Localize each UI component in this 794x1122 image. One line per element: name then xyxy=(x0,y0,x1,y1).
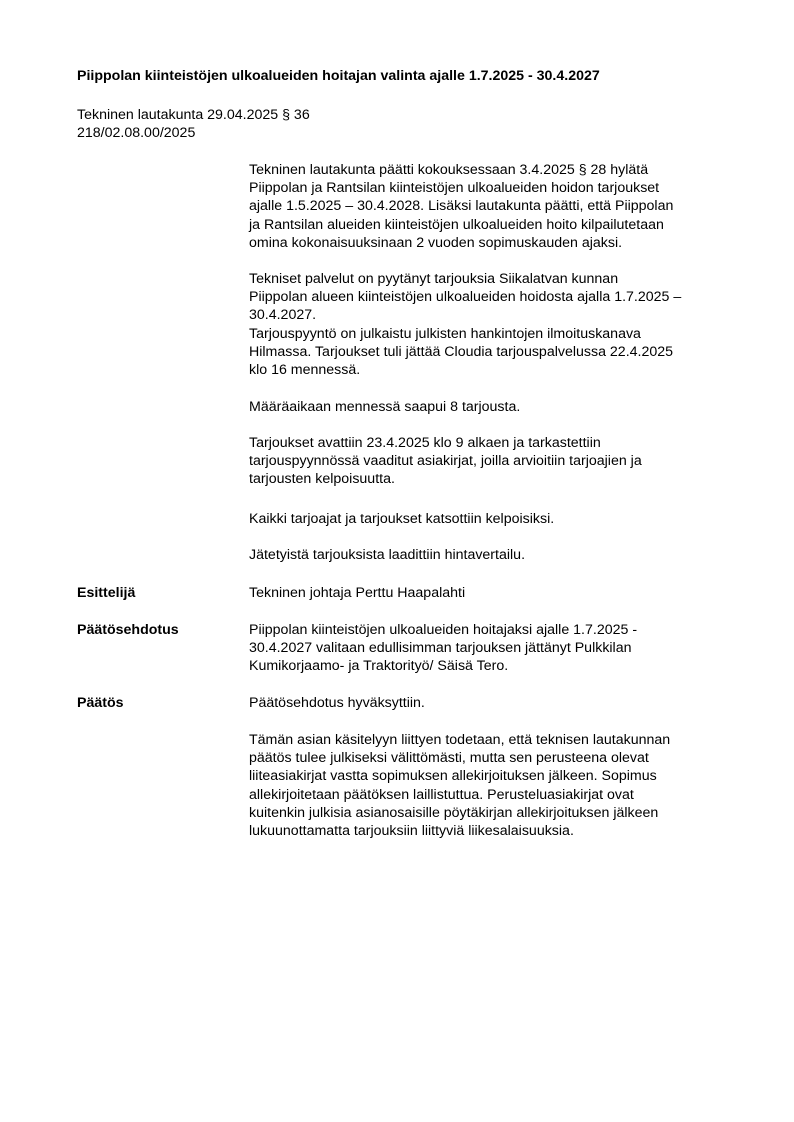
text-line: Jätetyistä tarjouksista laadittiin hintavertailu. xyxy=(249,547,526,563)
decision-label: Päätös xyxy=(77,695,124,711)
text-line: liiteasiakirjat vastta sopimuksen allekirjoituksen jälkeen. Sopimus xyxy=(249,768,657,785)
text-line: Tarjoukset avattiin 23.4.2025 klo 9 alkaen ja tarkastettiin xyxy=(249,435,601,451)
request-paragraph xyxy=(249,270,749,325)
document-title: Piippolan kiinteistöjen ulkoalueiden hoitajan valinta ajalle 1.7.2025 - 30.4.2027 xyxy=(77,68,600,84)
presenter-text xyxy=(249,584,749,602)
text-line: allekirjoitetaan päätöksen laillistuttua. Perusteluasiakirjat ovat xyxy=(249,786,634,803)
text-line: 30.4.2027. xyxy=(249,307,317,324)
text-line: klo 16 mennessä. xyxy=(249,362,361,379)
text-line: tarjousten kelpoisuutta. xyxy=(249,471,395,488)
proposal-text xyxy=(249,621,749,676)
record-number: 218/02.08.00/2025 xyxy=(77,125,196,142)
text-line: kuitenkin julkisia asianosaisille pöytäkirjan allekirjoituksen jälkeen xyxy=(249,804,659,821)
text-line: Määräaikaan mennessä saapui 8 tarjousta. xyxy=(249,399,521,415)
text-line: tarjouspyynnössä vaaditut asiakirjat, joilla arvioitiin tarjoajien ja xyxy=(249,453,642,470)
meeting-info xyxy=(77,106,477,142)
text-line: Piippolan kiinteistöjen ulkoalueiden hoitajaksi ajalle 1.7.2025 - xyxy=(249,622,638,638)
text-line: Tekniset palvelut on pyytänyt tarjouksia Siikalatvan kunnan xyxy=(249,271,619,287)
text-line: Tämän asian käsitelyyn liittyen todetaan, että teknisen lautakunnan xyxy=(249,732,671,748)
text-line: Kumikorjaamo- ja Traktorityö/ Säisä Tero. xyxy=(249,658,509,675)
proposal-label: Päätösehdotus xyxy=(77,622,179,638)
publication-paragraph xyxy=(249,325,749,380)
text-line: omina kokonaisuuksinaan 2 vuoden sopimuskauden ajaksi. xyxy=(249,234,623,251)
eligibility-paragraph xyxy=(249,510,749,528)
presenter-label: Esittelijä xyxy=(77,585,136,601)
text-line: päätös tulee julkiseksi välittömästi, mutta sen perusteena olevat xyxy=(249,750,649,767)
opening-paragraph xyxy=(249,434,749,489)
text-line: Päätösehdotus hyväksyttiin. xyxy=(249,695,425,711)
text-line: 30.4.2027 valitaan edullisimman tarjouksen jättänyt Pulkkilan xyxy=(249,640,632,657)
decision-text xyxy=(249,694,749,712)
text-line: Tarjouspyyntö on julkaistu julkisten hankintojen ilmoituskanava xyxy=(249,326,641,342)
text-line: lukuunottamatta tarjouksiin liittyviä liikesalaisuuksia. xyxy=(249,823,574,840)
text-line: Piippolan ja Rantsilan kiinteistöjen ulkoalueiden hoidon tarjoukset xyxy=(249,180,660,197)
text-line: Piippolan alueen kiinteistöjen ulkoalueiden hoidosta ajalla 1.7.2025 – xyxy=(249,289,682,306)
comparison-paragraph xyxy=(249,546,749,564)
text-line: Kaikki tarjoajat ja tarjoukset katsottiin kelpoisiksi. xyxy=(249,511,555,527)
text-line: ajalle 1.5.2025 – 30.4.2028. Lisäksi lautakunta päätti, että Piippolan xyxy=(249,198,674,215)
text-line: Hilmassa. Tarjoukset tuli jättää Cloudia tarjouspalvelussa 22.4.2025 xyxy=(249,344,674,361)
background-paragraph xyxy=(249,161,749,252)
text-line: Tekninen johtaja Perttu Haapalahti xyxy=(249,585,466,601)
text-line: ja Rantsilan alueiden kiinteistöjen ulkoalueiden hoito kilpailutetaan xyxy=(249,216,664,233)
text-line: Tekninen lautakunta päätti kokouksessaan 3.4.2025 § 28 hylätä xyxy=(249,162,649,178)
meeting-line: Tekninen lautakunta 29.04.2025 § 36 xyxy=(77,107,310,123)
publicity-paragraph xyxy=(249,731,749,840)
offers-count-paragraph xyxy=(249,398,749,416)
